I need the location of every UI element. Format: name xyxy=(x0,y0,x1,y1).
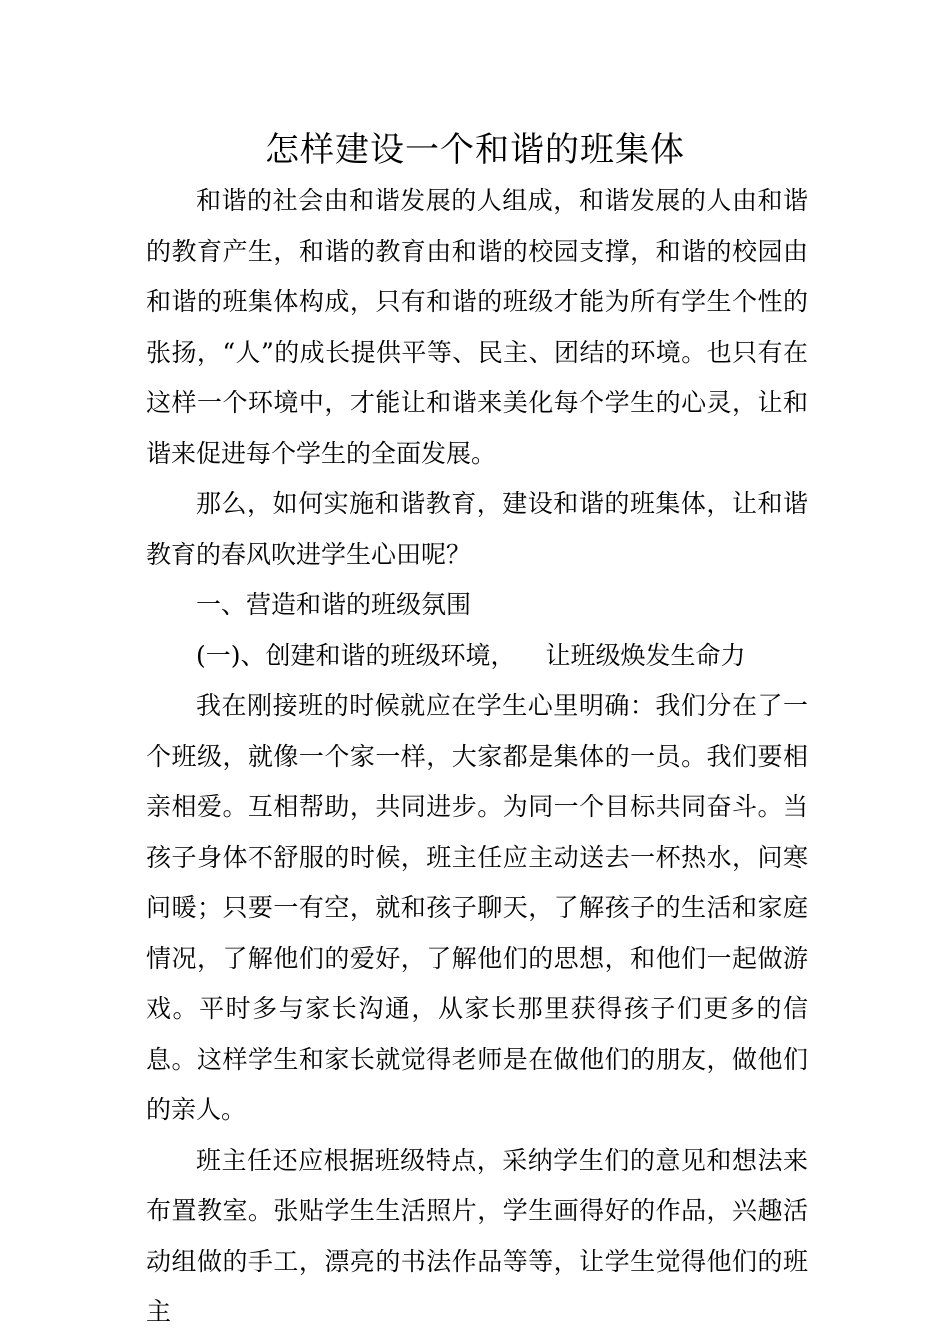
subsection-heading-part1: (一)、创建和谐的班级环境， xyxy=(196,640,516,670)
document-title: 怎样建设一个和谐的班集体 xyxy=(265,130,685,170)
section-heading: 一、营造和谐的班级氛围 xyxy=(196,590,472,619)
subsection-heading-part2: 让班级焕发生命力 xyxy=(545,640,746,670)
document-body xyxy=(146,176,808,1338)
subsection-heading xyxy=(146,631,808,682)
paragraph-class-family: 我在刚接班的时候就应在学生心里明确：我们分在了一个班级，就像一个家一样，大家都是集体的一员。我们要相亲相爱。互相帮助，共同进步。为同一个目标共同奋斗。当孩子身体不舒服的时候，班主任应主动送去一杯热水，问寒问暖；只要一有空，就和孩子聊天，了解孩子的生活和家庭情况，了解他们的爱好，了解他们的思想，和他们一起做游戏。平时多与家长沟通，从家长那里获得孩子们更多的信息。这样学生和家长就觉得老师是在做他们的朋友，做他们的亲人。 xyxy=(146,691,808,1124)
paragraph-classroom-decoration: 班主任还应根据班级特点，采纳学生们的意见和想法来布置教室。张贴学生生活照片，学生画得好的作品，兴趣活动组做的手工，漂亮的书法作品等等，让学生觉得他们的班主 xyxy=(146,1145,808,1326)
paragraph-intro: 和谐的社会由和谐发展的人组成，和谐发展的人由和谐的教育产生，和谐的教育由和谐的校园支撑，和谐的校园由和谐的班集体构成，只有和谐的班级才能为所有学生个性的张扬，“人”的成长提供平等、民主、团结的环境。也只有在这样一个环境中，才能让和谐来美化每个学生的心灵，让和谐来促进每个学生的全面发展。 xyxy=(146,186,808,468)
paragraph-question: 那么，如何实施和谐教育，建设和谐的班集体，让和谐教育的春风吹进学生心田呢？ xyxy=(146,489,808,569)
